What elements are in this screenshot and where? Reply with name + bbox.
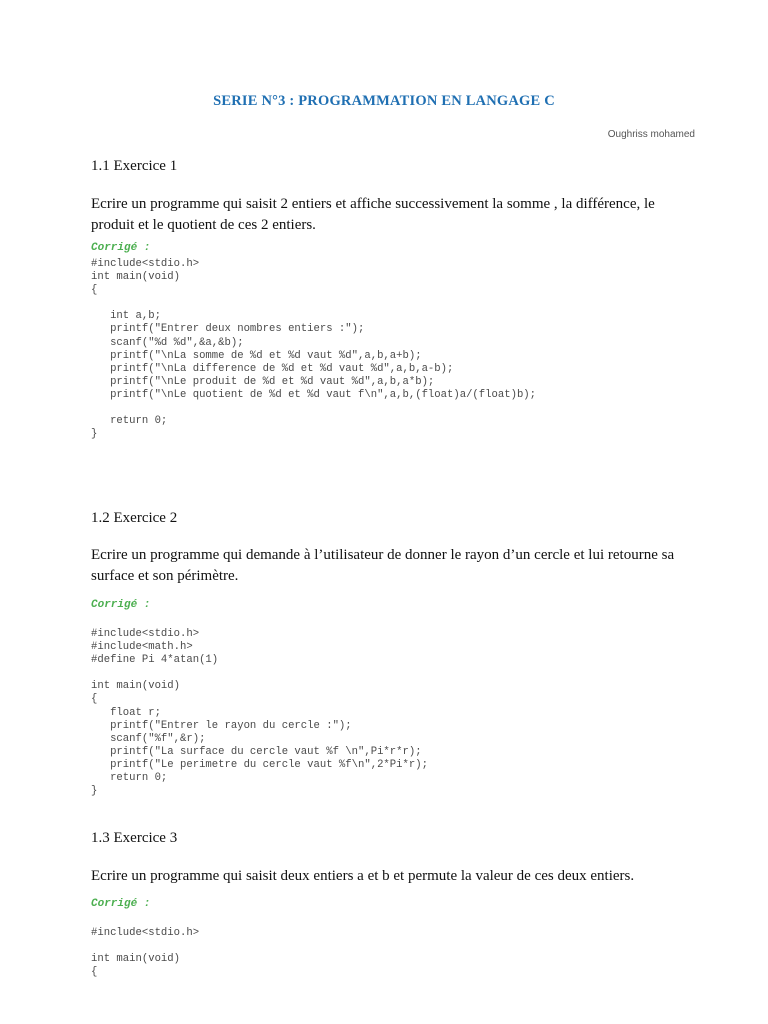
exercise-3-corrige-label: Corrigé : — [91, 898, 151, 910]
exercise-2-statement: Ecrire un programme qui demande à l’utilisateur de donner le rayon d’un cercle et lui retourne sa surface et son périmètre. — [91, 547, 675, 584]
author-name: Oughriss mohamed — [607, 129, 695, 140]
exercise-1-heading: 1.1 Exercice 1 — [91, 158, 178, 174]
document-title: SERIE N°3 : PROGRAMMATION EN LANGAGE C — [213, 93, 555, 109]
exercise-1-corrige-label: Corrigé : — [91, 242, 151, 254]
exercise-1-statement: Ecrire un programme qui saisit 2 entiers et affiche successivement la somme , la différence, le produit et le quotient de ces 2 entiers. — [91, 196, 655, 233]
exercise-2-corrige-label: Corrigé : — [91, 599, 151, 611]
exercise-2-heading: 1.2 Exercice 2 — [91, 510, 178, 526]
exercise-3-code-block: #include<stdio.h> int main(void) { — [91, 927, 200, 979]
exercise-3-heading: 1.3 Exercice 3 — [91, 830, 178, 846]
exercise-2-code-block: #include<stdio.h> #include<math.h> #define Pi 4*atan(1) int main(void) { float r; printf("Entrer le rayon du cercle :"); scanf("%f",&r); printf("La surface du cercle vaut %f \n",Pi*r*r); printf("Le perimetre du cercle vaut %f\n",2*Pi*r); return 0; } — [91, 628, 428, 798]
exercise-3-statement: Ecrire un programme qui saisit deux entiers a et b et permute la valeur de ces deux entiers. — [91, 868, 635, 884]
exercise-1-code-block: #include<stdio.h> int main(void) { int a,b; printf("Entrer deux nombres entiers :"); scanf("%d %d",&a,&b); printf("\nLa somme de %d et %d vaut %d",a,b,a+b); printf("\nLa difference de %d et %d vaut %d",a,b,a-b); printf("\nLe produit de %d et %d vaut %d",a,b,a*b); printf("\nLe quotient de %d et %d vaut f\n",a,b,(float)a/(float)b); return 0; } — [91, 258, 537, 441]
